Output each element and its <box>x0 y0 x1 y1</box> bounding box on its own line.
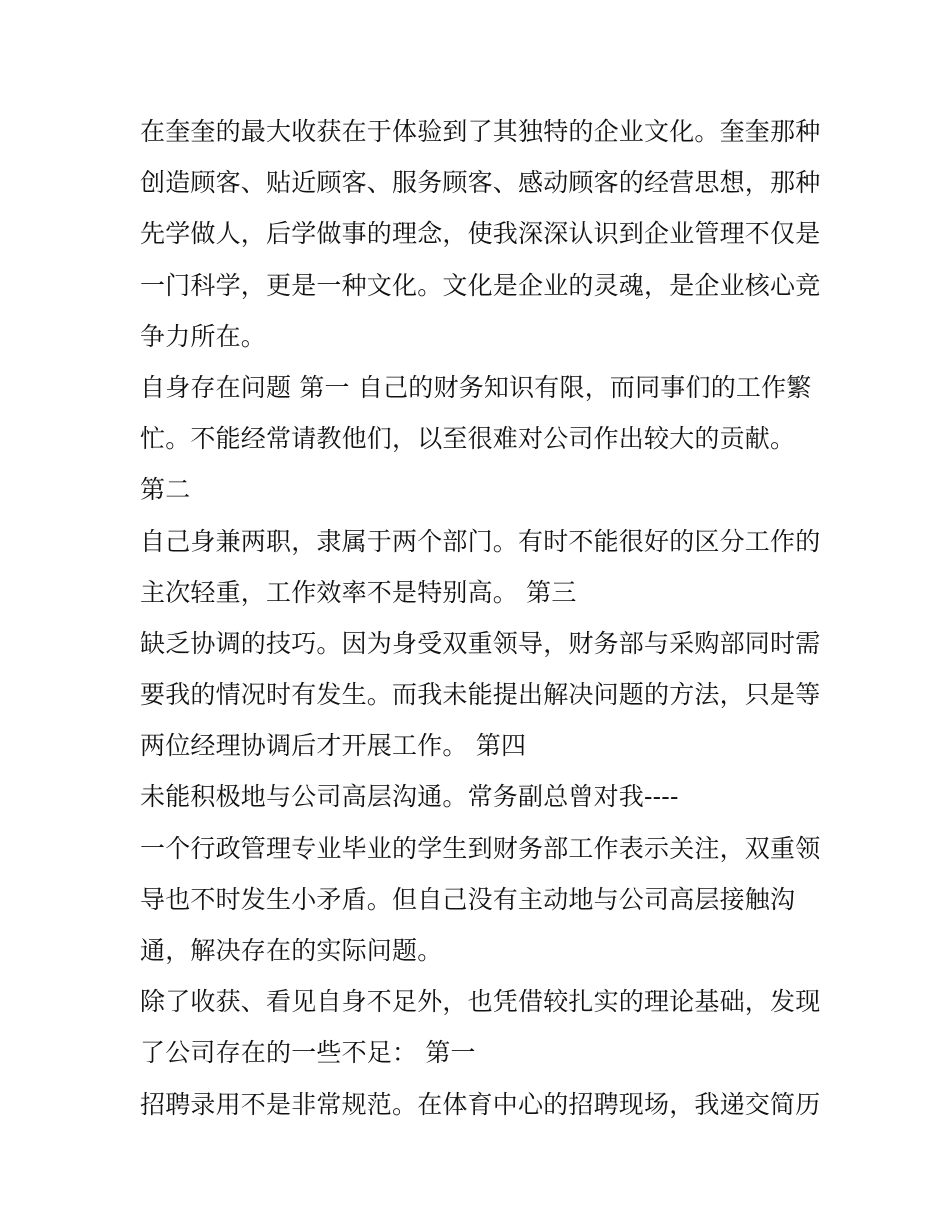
text-line: 一个行政管理专业毕业的学生到财务部工作表示关注，双重领 <box>140 833 821 863</box>
text-line: 一门科学，更是一种文化。文化是企业的灵魂，是企业核心竞 <box>140 270 821 300</box>
text-line: 自己身兼两职，隶属于两个部门。有时不能很好的区分工作的 <box>140 526 821 556</box>
document-body <box>140 106 820 1130</box>
text-line: 第二 <box>140 475 191 505</box>
text-line: 在奎奎的最大收获在于体验到了其独特的企业文化。奎奎那种 <box>140 117 821 146</box>
text-line: 忙。不能经常请教他们，以至很难对公司作出较大的贡献。 <box>140 424 796 454</box>
text-line: 创造顾客、贴近顾客、服务顾客、感动顾客的经营思想，那种 <box>140 168 821 198</box>
text-line: 缺乏协调的技巧。因为身受双重领导，财务部与采购部同时需 <box>140 628 821 658</box>
text-line: 招聘录用不是非常规范。在体育中心的招聘现场，我递交简历 <box>140 1089 821 1119</box>
text-line: 了公司存在的一些不足： 第一 <box>140 1038 476 1068</box>
text-line: 争力所在。 <box>140 321 267 351</box>
text-line: 要我的情况时有发生。而我未能提出解决问题的方法，只是等 <box>140 680 821 710</box>
text-line: 除了收获、看见自身不足外，也凭借较扎实的理论基础，发现 <box>140 987 821 1017</box>
text-line: 通，解决存在的实际问题。 <box>140 936 443 965</box>
text-line: 自身存在问题 第一 自己的财务知识有限，而同事们的工作繁 <box>140 372 812 402</box>
text-line: 两位经理协调后才开展工作。 第四 <box>140 731 527 761</box>
text-line: 先学做人，后学做事的理念，使我深深认识到企业管理不仅是 <box>140 219 821 249</box>
text-line: 导也不时发生小矛盾。但自己没有主动地与公司高层接触沟 <box>140 884 796 914</box>
text-line: 未能积极地与公司高层沟通。常务副总曾对我---- <box>140 782 679 812</box>
text-line: 主次轻重，工作效率不是特别高。 第三 <box>140 577 577 607</box>
